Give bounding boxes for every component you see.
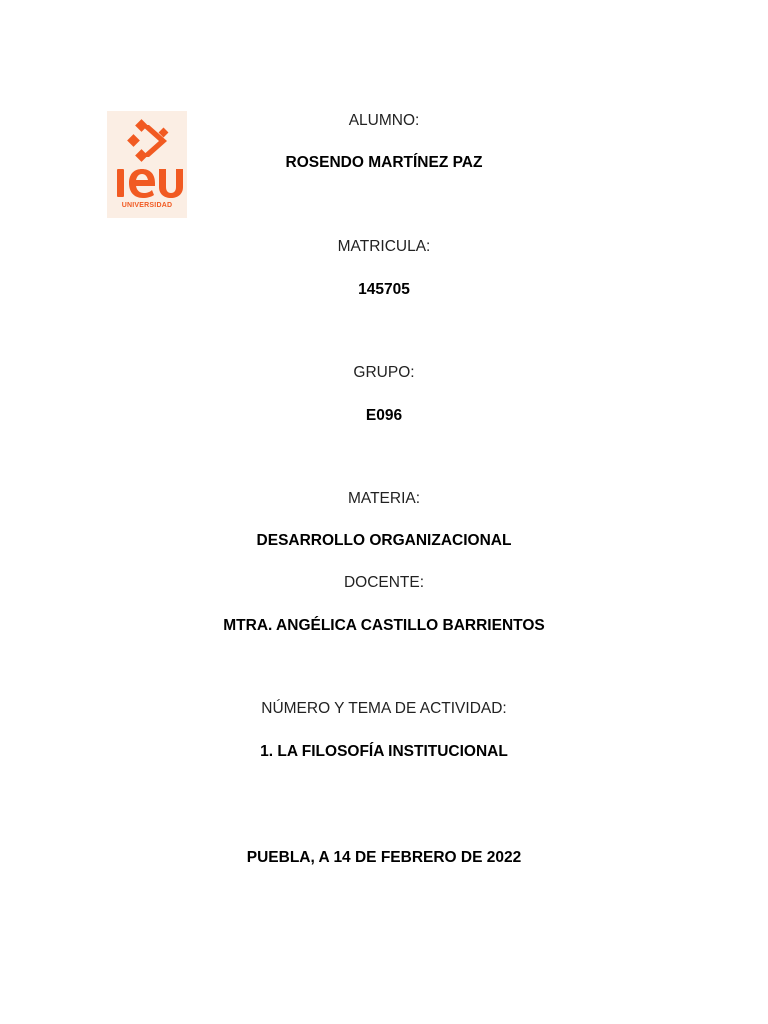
docente-label: DOCENTE: xyxy=(343,574,425,591)
grupo-value: E096 xyxy=(365,407,403,424)
alumno-value: ROSENDO MARTÍNEZ PAZ xyxy=(285,154,483,171)
actividad-value: 1. LA FILOSOFÍA INSTITUCIONAL xyxy=(260,743,508,760)
actividad-label: NÚMERO Y TEMA DE ACTIVIDAD: xyxy=(261,700,507,717)
alumno-label: ALUMNO: xyxy=(348,112,420,129)
grupo-label: GRUPO: xyxy=(353,364,415,381)
materia-value: DESARROLLO ORGANIZACIONAL xyxy=(256,532,512,549)
materia-label: MATERIA: xyxy=(347,490,421,507)
place-date: PUEBLA, A 14 DE FEBRERO DE 2022 xyxy=(246,849,522,866)
logo-subtitle: UNIVERSIDAD xyxy=(121,202,173,209)
docente-value: MTRA. ANGÉLICA CASTILLO BARRIENTOS xyxy=(223,617,545,634)
matricula-label: MATRICULA: xyxy=(337,238,431,255)
matricula-value: 145705 xyxy=(358,281,410,298)
